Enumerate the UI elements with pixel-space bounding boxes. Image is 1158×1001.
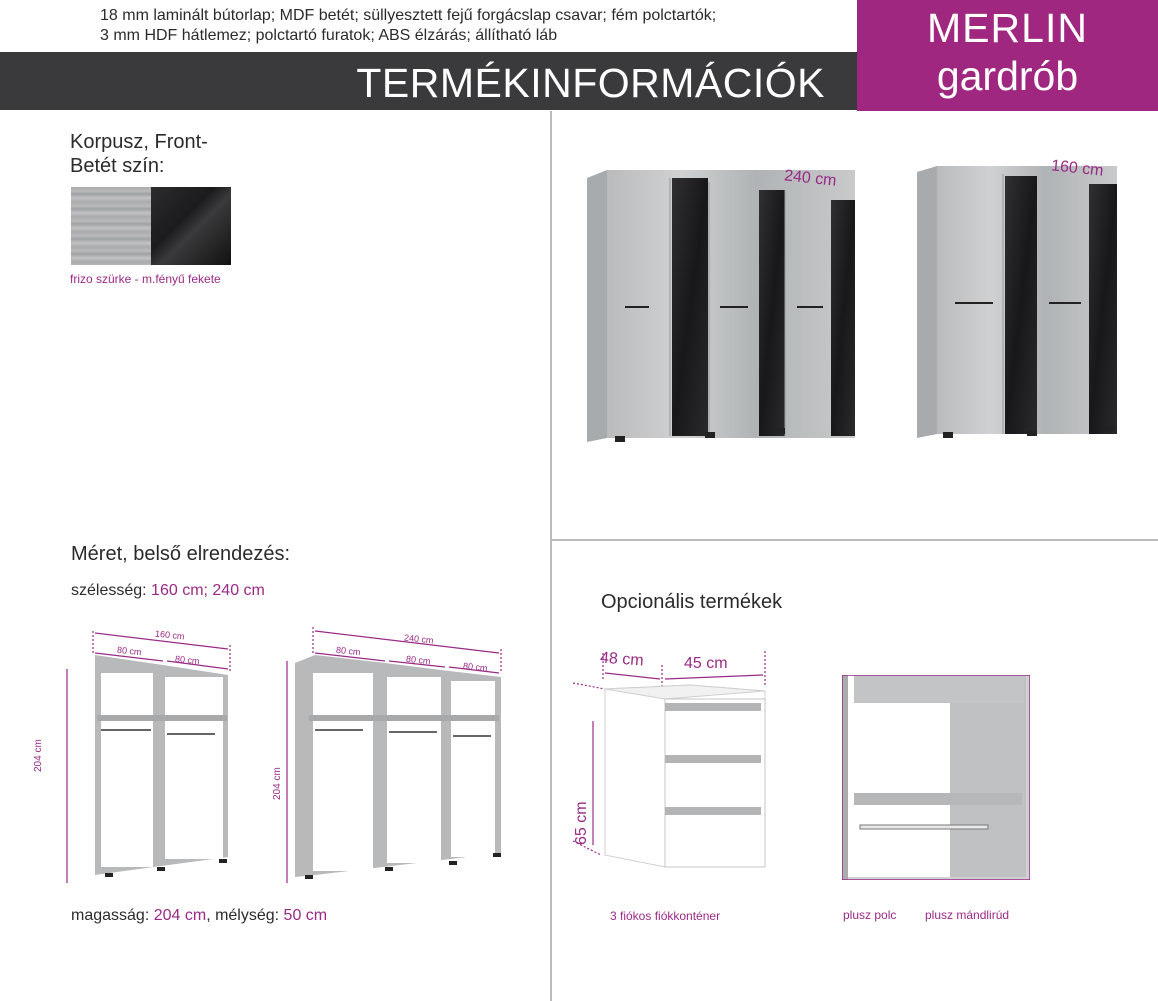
- width-label: szélesség:: [71, 582, 152, 599]
- height-label: magasság:: [71, 907, 154, 924]
- diagram-160-height: 204 cm: [33, 739, 44, 772]
- color-heading-line-1: Korpusz, Front-: [70, 131, 208, 153]
- horizontal-divider: [551, 539, 1158, 541]
- diagram-240-section-1: 80 cm: [335, 644, 361, 658]
- drawer-container-image: [565, 645, 775, 875]
- materials-line-2: 3 mm HDF hátlemez; polctartó furatok; ABS élzárás; állítható láb: [100, 27, 558, 44]
- swatch-frizo-grey: [71, 187, 151, 265]
- wardrobe-240-width-label: 240 cm: [783, 167, 838, 190]
- wardrobe-product-images: [575, 160, 1145, 460]
- optional-products-heading: Opcionális termékek: [601, 591, 783, 613]
- separator: ,: [206, 907, 216, 924]
- drawer-height-label: 65 cm: [573, 801, 590, 845]
- brand-name: MERLIN: [927, 5, 1088, 51]
- swatch-caption: frizo szürke - m.fényű fekete: [70, 272, 221, 286]
- drawer-caption: 3 fiókos fiókkonténer: [610, 909, 721, 923]
- color-heading-line-2: Betét szín:: [70, 155, 165, 177]
- materials-line-1: 18 mm laminált bútorlap; MDF betét; süllyesztett fejű forgácslap csavar; fém polctartók;: [100, 7, 717, 24]
- width-value: 160 cm; 240 cm: [151, 582, 265, 599]
- diagram-240-height: 204 cm: [272, 767, 283, 800]
- diagram-240-total: 240 cm: [403, 632, 434, 646]
- wardrobe-160-image: [917, 166, 1117, 438]
- header-bar: [0, 52, 857, 110]
- wardrobe-240-image: [587, 170, 855, 442]
- page-title: TERMÉKINFORMÁCIÓK: [356, 60, 825, 106]
- layout-diagram-160: [45, 625, 240, 890]
- shelf-and-rail-image: [842, 675, 1030, 880]
- drawer-depth-label: 48 cm: [599, 649, 645, 670]
- swatch-gloss-black: [151, 187, 231, 265]
- depth-value: 50 cm: [283, 907, 328, 924]
- brand-subtitle: gardrób: [936, 53, 1079, 99]
- color-heading: [70, 130, 208, 178]
- height-value: 204 cm: [153, 907, 207, 924]
- shelf-caption: plusz polc: [843, 908, 897, 922]
- rail-caption: plusz mándlirúd: [925, 908, 1010, 922]
- materials-text: [100, 6, 860, 46]
- drawer-width-label: 45 cm: [684, 655, 728, 672]
- height-depth-line: [71, 907, 327, 925]
- vertical-divider: [550, 111, 552, 1001]
- diagram-160-total: 160 cm: [154, 628, 185, 642]
- brand-block: [857, 0, 1158, 111]
- diagram-240-section-2: 80 cm: [405, 653, 431, 667]
- width-line: [71, 582, 265, 600]
- diagram-160-section-1: 80 cm: [116, 644, 142, 658]
- diagram-240-section-3: 80 cm: [462, 660, 488, 674]
- diagram-160-section-2: 80 cm: [174, 653, 200, 667]
- wardrobe-160-width-label: 160 cm: [1050, 157, 1105, 180]
- depth-label: mélység:: [215, 907, 284, 924]
- dimensions-heading: Méret, belső elrendezés:: [71, 543, 291, 565]
